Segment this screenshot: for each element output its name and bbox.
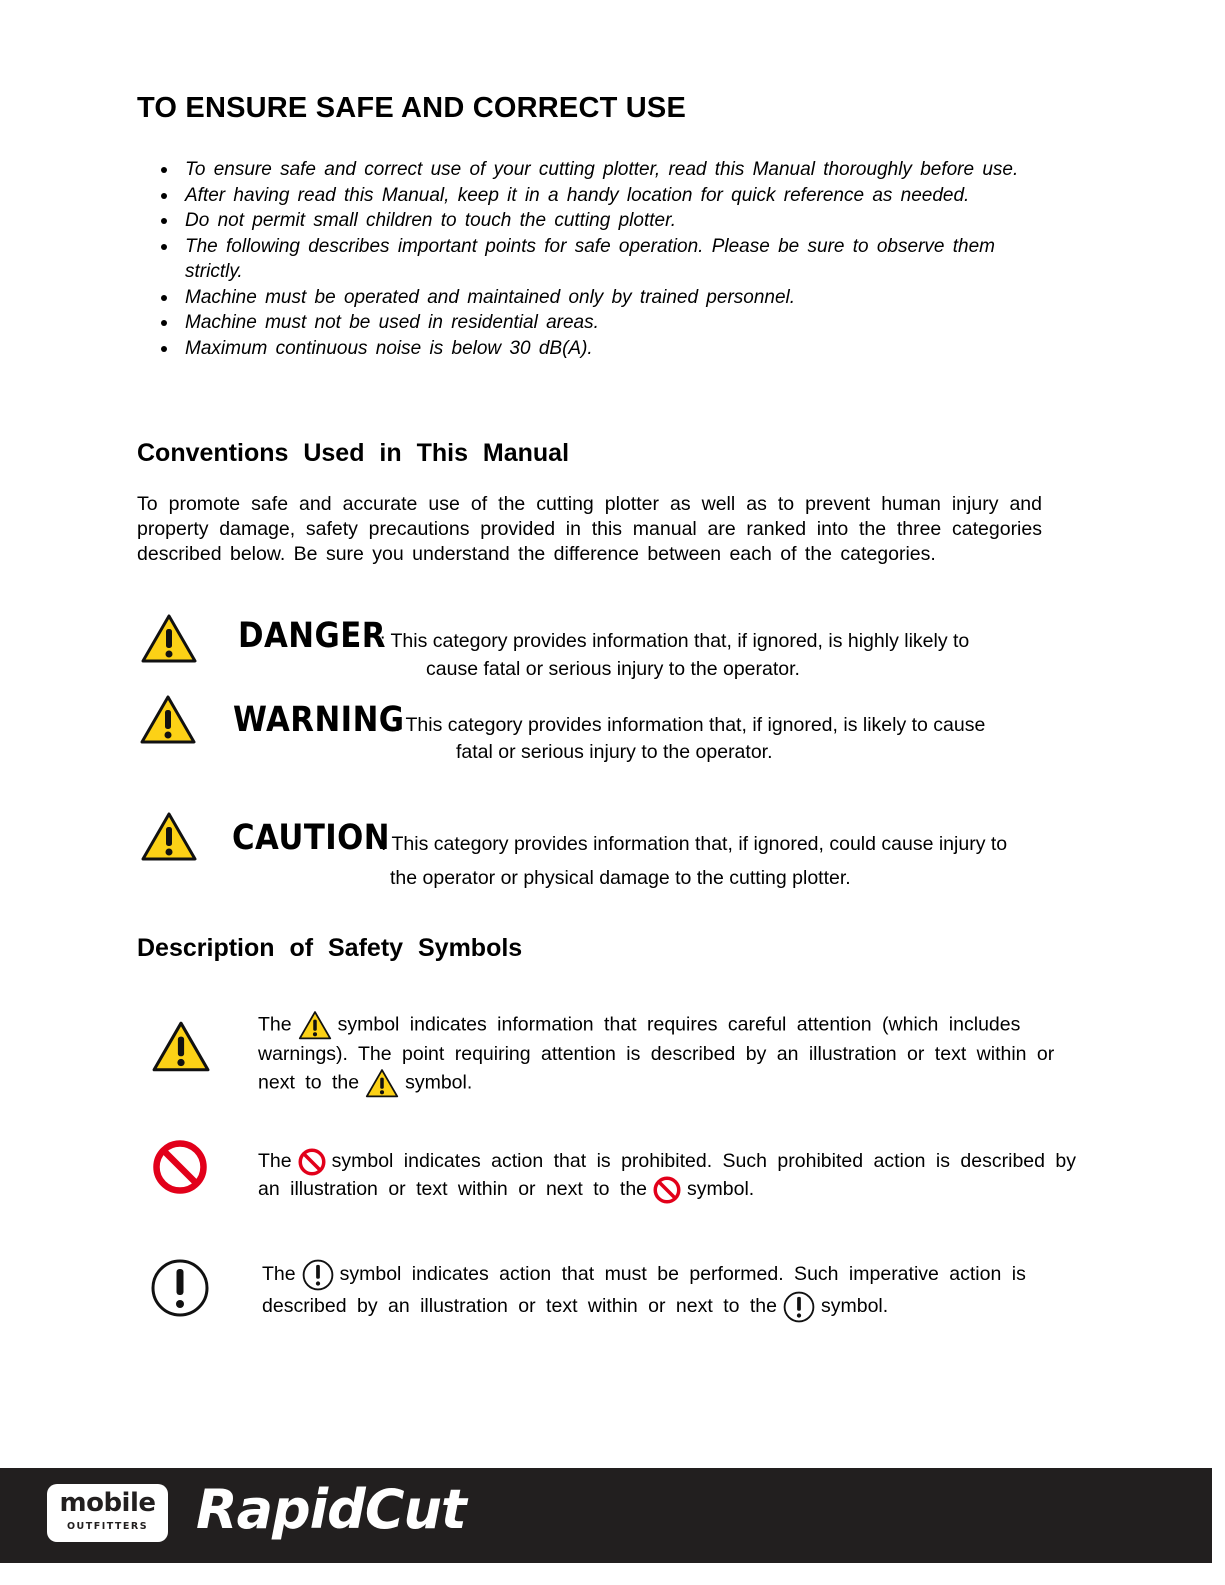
mandatory-symbol-description: The symbol indicates action that must be performed. Such imperative action is described by an illustration or text within or next to the symbol. [262, 1259, 1062, 1323]
rapidcut-brand-name: RapidCut [196, 1478, 466, 1541]
conventions-heading: Conventions Used in This Manual [137, 439, 570, 467]
warning-signal-word: WARNING [233, 700, 405, 740]
prohibited-icon [298, 1148, 326, 1176]
warning-triangle-icon [139, 694, 197, 746]
danger-description-line2: cause fatal or serious injury to the operator. [426, 658, 800, 680]
conventions-paragraph: To promote safe and accurate use of the cutting plotter as well as to prevent human injury and property damage, safety precautions provided in this manual are ranked into the three categories described below. Be sure you understand the difference between each of the categories. [137, 493, 1042, 565]
list-item: To ensure safe and correct use of your cutting plotter, read this Manual thoroughly before use. [160, 157, 1040, 183]
warning-triangle-icon [140, 613, 198, 665]
attention-symbol-description: The symbol indicates information that requires careful attention (which includes warnings). The point requiring attention is described by an illustration or text within or next to the symbol. [258, 1010, 1068, 1099]
prohibited-icon [653, 1176, 681, 1204]
caution-signal-word: CAUTION [232, 818, 391, 858]
list-item: Maximum continuous noise is below 30 dB(A). [160, 336, 1040, 362]
list-item: The following describes important points for safe operation. Please be sure to observe them strictly. [160, 234, 1040, 285]
footer-brand-bar [0, 1468, 1212, 1563]
list-item: Machine must not be used in residential areas. [160, 310, 1040, 336]
prohibited-symbol-description: The symbol indicates action that is prohibited. Such prohibited action is described by an illustration or text within or next to the symbol. [258, 1148, 1080, 1204]
mandatory-action-icon [783, 1291, 815, 1323]
mandatory-action-icon [150, 1258, 210, 1318]
caution-description-line1: : This category provides information that, if ignored, could cause injury to [381, 833, 1008, 855]
warning-description-line2: fatal or serious injury to the operator. [456, 741, 773, 763]
mandatory-action-icon [302, 1259, 334, 1291]
warning-triangle-icon [140, 811, 198, 863]
danger-description-line1: : This category provides information that, if ignored, is highly likely to [380, 630, 970, 652]
page-title: TO ENSURE SAFE AND CORRECT USE [137, 92, 686, 124]
danger-signal-word: DANGER [238, 616, 386, 656]
warning-triangle-icon [365, 1068, 399, 1099]
warning-triangle-icon [151, 1020, 211, 1074]
warning-triangle-icon [298, 1010, 332, 1041]
safety-symbols-heading: Description of Safety Symbols [137, 934, 523, 962]
list-item: Machine must be operated and maintained only by trained personnel. [160, 285, 1040, 311]
caution-description-line2: the operator or physical damage to the cutting plotter. [390, 867, 851, 889]
intro-list [160, 157, 1040, 361]
warning-description-line1: : This category provides information that, if ignored, is likely to cause [395, 714, 986, 736]
list-item: After having read this Manual, keep it in a handy location for quick reference as needed. [160, 183, 1040, 209]
prohibited-icon [152, 1139, 208, 1195]
list-item: Do not permit small children to touch the cutting plotter. [160, 208, 1040, 234]
mobile-outfitters-logo: mobile OUTFITTERS [47, 1484, 168, 1542]
